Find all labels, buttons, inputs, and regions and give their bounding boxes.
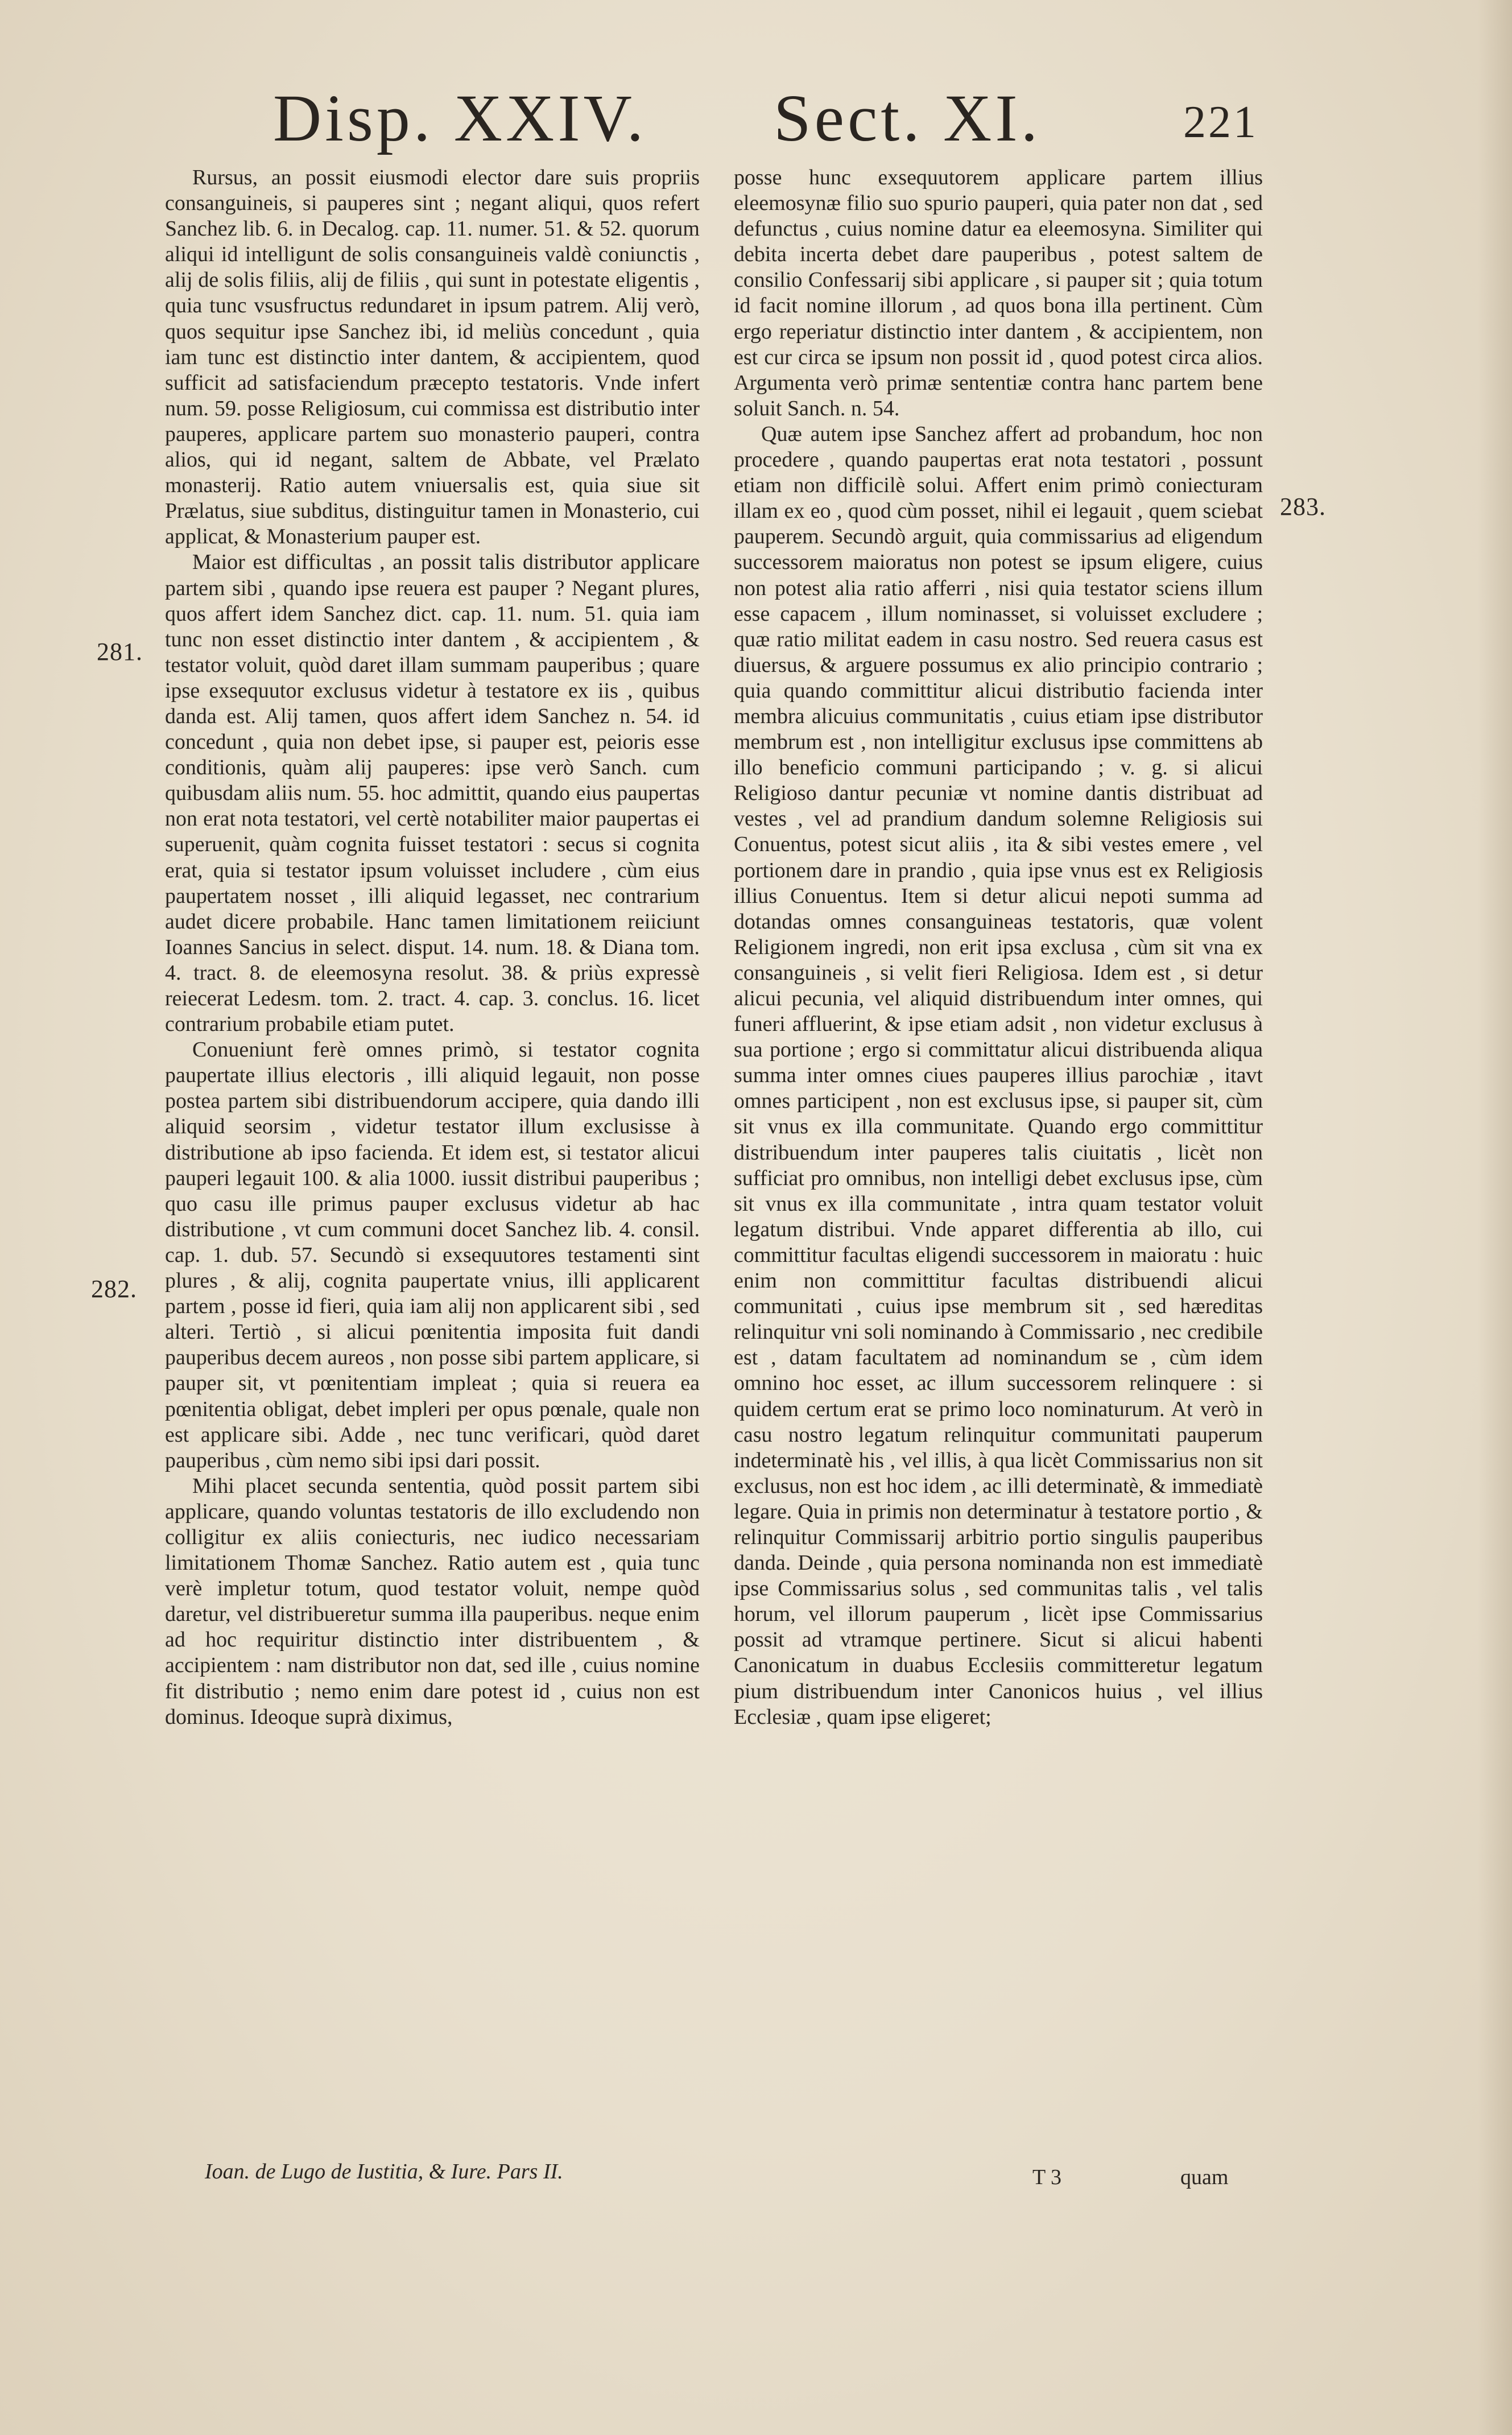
running-title-footer: Ioan. de Lugo de Iustitia, & Iure. Pars II. (205, 2160, 563, 2184)
right-column (734, 165, 1263, 1730)
margin-number-281: 281. (97, 638, 143, 666)
catchword: quam (1180, 2165, 1229, 2189)
paragraph: posse hunc exsequutorem applicare partem illius eleemosynæ filio suo spurio pauperi, quia pater non dat , sed defunctus , cuius nomine datur ea eleemosyna. Similiter qui debita incerta debet dare pauperibus , potest saltem de consilio Confessarij sibi applicare , si pauper sit ; quia totum id facit nomine illorum , ad quos bona illa pertinent. Cùm ergo reperiatur distinctio inter dantem , & accipientem, non est cur circa se ipsum non possit id , quod potest circa alios. Argumenta verò primæ sententiæ contra hanc partem bene soluit Sanch. n. 54. (734, 166, 1263, 420)
header-section: Sect. XI. (774, 81, 1042, 155)
paragraph: Rursus, an possit eiusmodi elector dare suis propriis consanguineis, si pauperes sint ; negant aliqui, quos refert Sanchez lib. 6. in Decalog. cap. 11. numer. 51. & 52. quorum aliqui id intelligunt de solis consanguineis valdè coniunctis , alij de solis filiis, alij de filiis , qui sunt in potestate eligentis , quia tunc vsusfructus redundaret in ipsum patrem. Alij verò, quos sequitur ipse Sanchez ibi, id meliùs concedunt , quia iam tunc est distinctio inter dantem, & accipientem, quod sufficit ad satisfaciendum præcepto testatoris. Vnde infert num. 59. posse Religiosum, cui commissa est distributio inter pauperes, applicare partem suo monasterio pauperi, contra alios, qui id negant, saltem de Abbate, vel Prælato monasterij. Ratio autem vniuersalis est, quia siue sit Prælatus, siue subditus, distinguitur tamen in Monasterio, cui applicat, & Monasterium pauper est. (165, 166, 700, 549)
paragraph: Quæ autem ipse Sanchez affert ad probandum, hoc non procedere , quando paupertas erat nota testatori , possunt etiam non difficilè solui. Affert enim primò coniecturam illam ex eo , quod cùm posset, nihil ei legauit , quem sciebat pauperem. Secundò arguit, quia commissarius ad eligendum successorem maioratus non potest se ipsum eligere, cuius non potest alia ratio afferri , nisi quia testator sciens illum esse capacem , illum nominasset, si voluisset excludere ; quæ ratio militat eadem in casu nostro. Sed reuera casus est diuersus, & arguere possumus ex alio principio contrario ; quia quando committitur alicui distributio facienda inter membra alicuius communitatis , cuius etiam ipse distributor membrum est , non intelligitur exclusus ipse committens ab illo beneficio communi participando ; v. g. si alicui Religioso dantur pecuniæ vt nomine dantis distribuat ad vestes , vel ad prandium dandum solemne Religiosis sui Conuentus, potest sicut aliis , ita & sibi vestes emere , vel portionem dare in prandio , quia ipse vnus est ex Religiosis illius Conuentus. Item si detur alicui nepoti summa ad dotandas omnes consanguineas testatoris, quæ volent Religionem ingredi, non erit ipsa exclusa , cùm sit vna ex consanguineis , si velit fieri Religiosa. Idem est , si detur alicui pecunia, vel aliquid distribuendum inter omnes, qui funeri affluerint, & ipse etiam adsit , non videtur exclusus à sua portione ; ergo si committatur alicui distribuenda aliqua summa inter omnes ciues pauperes illius parochiæ , itavt omnes participent , non est exclusus ipse, si pauper sit, cùm sit vnus ex illa communitate. Quando ergo committitur distribuendum inter pauperes talis ciuitatis , licèt non sufficiat pro omnibus, non intelligi debet exclusus ipse, cùm sit vnus ex illa communitate , intra quam testator voluit legatum distribui. Vnde apparet differentia ab illo, cui committitur facultas eligendi successorem in maioratu : huic enim non committitur facultas distribuendi alicui communitati , cuius ipse membrum sit , sed hæreditas relinquitur vni soli nominando à Commissario , nec credibile est , datam facultatem ad nominandum se , cùm idem omnino hoc esset, ac illum successorem relinquere : si quidem certum erat se primo loco nominaturum. At verò in casu nostro legatum relinquitur communitati pauperum indeterminatè his , vel illis, à qua licèt Commissarius non sit exclusus, non est hoc idem , ac illi determinatè, & immediatè legare. Quia in primis non determinatur à testatore portio , & relinquitur Commissarij arbitrio portio singulis pauperibus danda. Deinde , quia persona nominanda non est immediatè ipse Commissarius solus , sed communitas talis , vel talis horum, vel illorum pauperum , licèt ipse Commissarius possit ad vtramque pertinere. Sicut si alicui habenti Canonicatum in duabus Ecclesiis committeretur legatum pium distribuendum inter Canonicos huius , vel illius Ecclesiæ , quam ipse eligeret; (734, 422, 1263, 1729)
left-column (165, 165, 700, 1730)
header-disputation: Disp. XXIV. (273, 81, 647, 155)
page-number: 221 (1183, 97, 1258, 147)
margin-number-283: 283. (1280, 493, 1326, 521)
page-edge-shadow (1478, 0, 1512, 2435)
page-header (0, 80, 1512, 159)
margin-number-282: 282. (91, 1275, 137, 1303)
paragraph: Mihi placet secunda sententia, quòd possit partem sibi applicare, quando voluntas testatoris de illo excludendo non colligitur ex aliis coniecturis, nec iudico necessariam limitationem Thomæ Sanchez. Ratio autem est , quia tunc verè impletur totum, quod testator voluit, nempe quòd daretur, vel distribueretur summa illa pauperibus. neque enim ad hoc requiritur distinctio inter distribuentem , & accipientem : nam distributor non dat, sed ille , cuius nomine fit distributio ; nemo enim dare potest id , cuius non est dominus. Ideoque suprà diximus, (165, 1474, 700, 1729)
paragraph: Conueniunt ferè omnes primò, si testator cognita paupertate illius electoris , illi aliquid legauit, non posse postea partem sibi distribuendorum accipere, quia dando illi aliquid seorsim , videtur testator illum exclusisse à distributione ab ipso facienda. Et idem est, si testator alicui pauperi legauit 100. & alia 1000. iussit distribui pauperibus ; quo casu ille primus pauper exclusus videtur ab hac distributione , vt cum communi docet Sanchez lib. 4. consil. cap. 1. dub. 57. Secundò si exsequutores testamenti sint plures , & alij, cognita paupertate vnius, illi applicarent partem , posse id fieri, quia iam alij non applicarent sibi , sed alteri. Tertiò , si alicui pœnitentia imposita fuit dandi pauperibus decem aureos , non posse sibi partem applicare, si pauper sit, vt pœnitentiam impleat ; quia si reuera ea pœnitentia obligat, debet impleri per opus pœnale, quale non est applicare sibi. Adde , nec tunc verificari, quòd daret pauperibus , cùm nemo sibi ipsi dari possit. (165, 1038, 700, 1472)
signature-mark: T 3 (1032, 2165, 1062, 2189)
paragraph: Maior est difficultas , an possit talis distributor applicare partem sibi , quando ipse reuera est pauper ? Negant plures, quos affert idem Sanchez dict. cap. 11. num. 51. quia iam tunc non esset distinctio inter dantem , & accipientem , & testator voluit, quòd daret illam summam pauperibus ; quare ipse exsequutor exclusus videtur à testatore ex iis , quibus danda est. Alij tamen, quos affert idem Sanchez n. 54. id concedunt , quia non debet ipse, si pauper est, peioris esse conditionis, quàm alij pauperes: ipse verò Sanch. cum quibusdam aliis num. 55. hoc admittit, quando eius paupertas non erat nota testatori, vel certè notabiliter maior paupertas ei superuenit, quàm cognita fuisset testatori : secus si cognita erat, quia si testator ipsum voluisset includere , cùm eius paupertatem nosset , illi aliquid legasset, nec contrarium audet dicere probabile. Hanc tamen limitationem reiiciunt Ioannes Sancius in select. disput. 14. num. 18. & Diana tom. 4. tract. 8. de eleemosyna resolut. 38. & priùs expressè reiecerat Ledesm. tom. 2. tract. 4. cap. 3. conclus. 16. licet contrarium probabile etiam putet. (165, 550, 700, 1037)
